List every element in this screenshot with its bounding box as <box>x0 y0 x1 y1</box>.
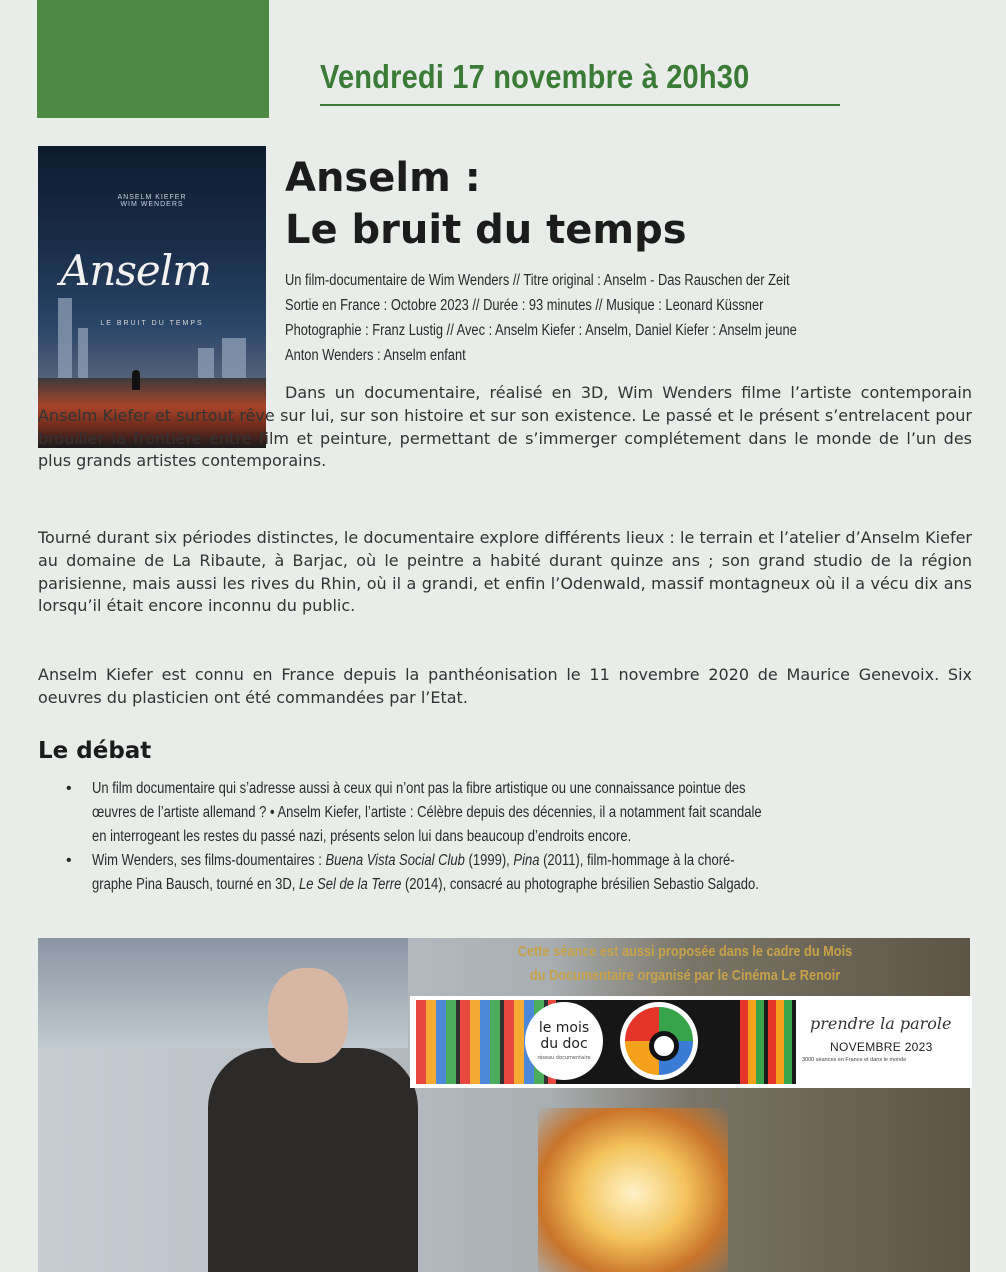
text-span: (2011), film-hommage à la choré- <box>539 852 735 869</box>
green-color-block <box>37 0 269 118</box>
debate-heading: Le débat <box>38 738 152 764</box>
credit-line: Anton Wenders : Anselm enfant <box>285 347 466 364</box>
promo-line: Cette séance est aussi proposée dans le cadre du Mois <box>517 943 853 960</box>
bullet-icon: • <box>66 852 72 869</box>
banner-tagline: prendre la parole <box>810 1014 952 1033</box>
context-paragraph: Anselm Kiefer est connu en France depuis la panthéonisation le 11 novembre 2020 de Maurice Genevoix. Six oeuvres du plasticien ont été commandées par l’Etat. <box>38 665 972 707</box>
list-item <box>62 849 972 897</box>
poster-credit-line: WIM WENDERS <box>120 201 184 208</box>
poster-credit-line: ANSELM KIEFER <box>117 194 187 201</box>
photo-artist-body <box>208 1048 418 1272</box>
credit-line: Un film-documentaire de Wim Wenders // Titre original : Anselm - Das Rauschen der Zeit <box>285 272 790 289</box>
logo-text: du doc <box>540 1036 588 1052</box>
film-title-line: Le bruit du temps <box>285 207 687 253</box>
banner-seances: 3000 séances en France et dans le monde <box>802 1057 907 1063</box>
debate-list <box>62 777 972 897</box>
list-item-line: Un film documentaire qui s’adresse aussi à ceux qui n’ont pas la fibre artistique ou une connaissance pointue des <box>92 780 746 797</box>
target-icon <box>620 1002 698 1080</box>
film-name: Le Sel de la Terre <box>299 876 402 893</box>
list-item-line <box>92 873 831 897</box>
film-name: Buena Vista Social Club <box>325 852 465 869</box>
film-name: Pina <box>513 852 540 869</box>
logo-text: le mois <box>538 1020 590 1036</box>
poster-credits <box>38 194 266 208</box>
promo-line: du Documentaire organisé par le Cinéma Le Renoir <box>529 967 841 984</box>
artist-photo <box>38 938 970 1272</box>
poster-subtitle: LE BRUIT DU TEMPS <box>100 320 204 327</box>
photo-artist-head <box>268 968 348 1063</box>
screening-date: Vendredi 17 novembre à 20h30 <box>320 58 750 95</box>
banner-stripes <box>740 1000 796 1084</box>
film-title-line: Anselm : <box>285 155 481 201</box>
bullet-icon: • <box>66 780 72 797</box>
credit-line: Photographie : Franz Lustig // Avec : Anselm Kiefer : Anselm, Daniel Kiefer : Anselm jeune <box>285 322 797 339</box>
list-item-line <box>92 849 831 873</box>
synopsis-paragraph: Dans un documentaire, réalisé en 3D, Wim Wenders filme l’artiste contemporain Anselm Kiefer et surtout rêve sur lui, sur son histoire et sur son existence. Le passé et le présent s’entrelacent pour brouiller la frontière entre film et peinture, permettant de s’immerger complétement dans le monde de l’un des plus grands artistes contemporains. <box>38 383 972 471</box>
text-span: (1999), <box>464 852 514 869</box>
film-credits <box>285 268 975 368</box>
list-item-line: en interrogeant les restes du passé nazi, présents selon lui dans beaucoup d’endroits encore. <box>92 828 632 845</box>
banner-month: NOVEMBRE 2023 <box>830 1040 933 1054</box>
photo-roof <box>38 938 408 1048</box>
promo-text <box>420 940 950 988</box>
poster-title: Anselm <box>60 246 212 295</box>
film-title <box>285 152 687 256</box>
logo-small-text: réseau documentaire <box>537 1055 591 1061</box>
photo-fire <box>538 1108 728 1272</box>
locations-paragraph: Tourné durant six périodes distinctes, le documentaire explore différents lieux : le terrain et l’atelier d’Anselm Kiefer au domaine de La Ribaute, à Barjac, où le peintre a habité durant quinze ans ; son grand studio de la région parisienne, mais aussi les rives du Rhin, où il a grandi, et enfin l’Odenwald, massif montagneux où il a vécu dix ans lorsqu’il était encore inconnu du public. <box>38 528 972 616</box>
text-span: Wim Wenders, ses films-doumentaires : <box>92 852 326 869</box>
mois-du-doc-banner <box>410 996 972 1088</box>
list-item-text <box>92 849 972 897</box>
list-item <box>62 777 972 849</box>
mois-du-doc-logo <box>525 1002 603 1080</box>
credit-line: Sortie en France : Octobre 2023 // Durée : 93 minutes // Musique : Leonard Küssner <box>285 297 764 314</box>
text-span: (2014), consacré au photographe brésilien Sebastio Salgado. <box>401 876 759 893</box>
poster-tower <box>58 298 72 388</box>
list-item-text <box>92 777 972 849</box>
text-span: graphe Pina Bausch, tourné en 3D, <box>92 876 300 893</box>
date-underline <box>320 104 840 106</box>
list-item-line: œuvres de l’artiste allemand ? • Anselm Kiefer, l’artiste : Célèbre depuis des décennies, il a notamment fait scandale <box>92 804 762 821</box>
